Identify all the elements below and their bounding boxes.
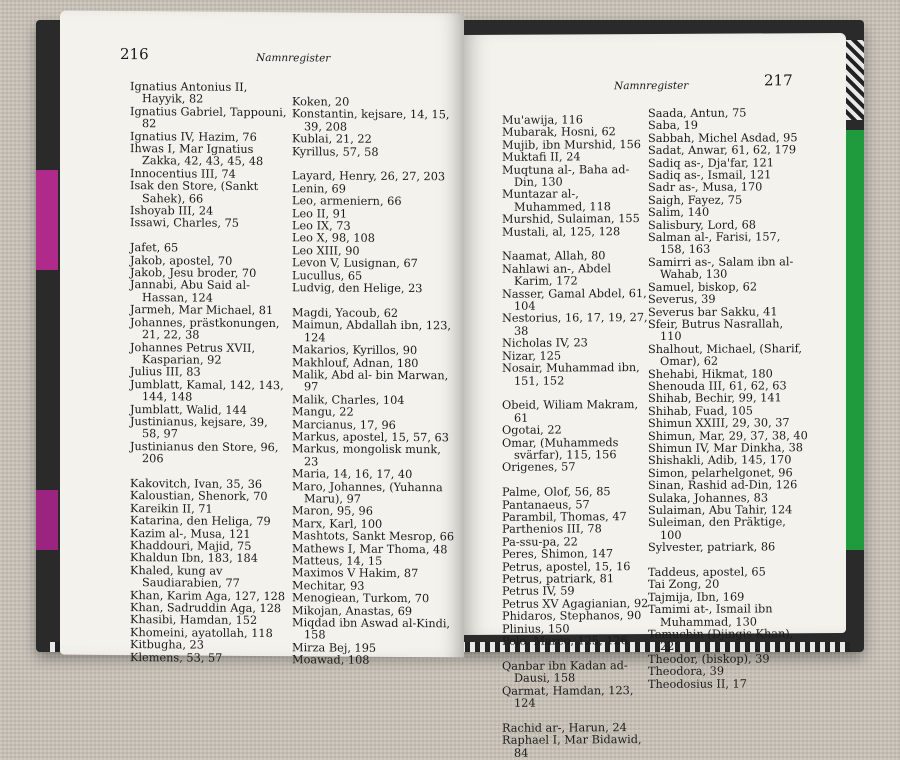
index-entry: Sulaka, Johannes, 83	[648, 491, 769, 505]
index-entry: Khaldun Ibn, 183, 184	[130, 551, 258, 566]
index-entry: Leo IX, 73	[292, 219, 351, 233]
index-entry: Theodosius II, 17	[648, 677, 747, 691]
index-entry: Rachid ar-, Harun, 24	[502, 720, 627, 735]
index-entry: Kakovitch, Ivan, 35, 36	[130, 477, 263, 491]
index-column-left-2	[292, 96, 456, 668]
index-entry: Samuel, biskop, 62	[648, 280, 758, 294]
index-entry: Parthenios III, 78	[502, 522, 602, 537]
index-entry: Polo, Marco, 125, 126	[502, 634, 628, 648]
index-entry: Mubarak, Hosni, 62	[502, 125, 616, 140]
index-entry: Jannabi, Abu Said al-Hassan, 124	[130, 278, 250, 305]
index-entry: Shehabi, Hikmat, 180	[648, 366, 773, 381]
index-entry: Ogotai, 22	[502, 423, 562, 437]
running-head-left: Namnregister	[256, 51, 331, 65]
left-page	[60, 11, 464, 668]
index-entry: Sadat, Anwar, 61, 62, 179	[648, 143, 797, 158]
index-entry: Maximos V Hakim, 87	[292, 566, 419, 581]
index-entry: Klemens, 53, 57	[130, 650, 223, 665]
index-entry: Ihwas I, Mar Ignatius Zakka, 42, 43, 45, 48	[130, 142, 264, 169]
index-entry: Shenouda III, 61, 62, 63	[648, 379, 787, 393]
index-entry: Jumblatt, Kamal, 142, 143, 144, 148	[130, 377, 284, 404]
index-entry: Nestorius, 16, 17, 19, 27, 38	[502, 311, 648, 338]
index-entry: Pantanaeus, 57	[502, 497, 590, 512]
index-entry: Petrus XV Agagianian, 92	[502, 596, 649, 611]
index-entry: Sadr as-, Musa, 170	[648, 180, 763, 195]
index-entry: Qanbar ibn Kadan ad-Dausi, 158	[502, 658, 628, 685]
index-entry: Kazim al-, Musa, 121	[130, 526, 251, 541]
index-entry: Shihab, Bechir, 99, 141	[648, 391, 782, 406]
index-entry: Jumblatt, Walid, 144	[130, 402, 247, 417]
index-entry: Saigh, Fayez, 75	[648, 193, 743, 207]
index-entry: Taddeus, apostel, 65	[648, 565, 766, 580]
index-entry: Maron, 95, 96	[292, 504, 373, 519]
index-entry: Kitbugha, 23	[130, 638, 204, 652]
index-entry: Moawad, 108	[292, 653, 370, 668]
index-entry: Ignatius Antonius II, Hayyik, 82	[130, 80, 248, 106]
index-entry: Jafet, 65	[130, 241, 179, 255]
index-entry: Johannes, prästkonungen, 21, 22, 38	[130, 315, 280, 342]
index-entry: Tajmija, Ibn, 169	[648, 590, 745, 604]
index-entry: Khan, Sadruddin Aga, 128	[130, 601, 282, 616]
index-entry: Kublai, 21, 22	[292, 132, 372, 146]
index-entry: Mikojan, Anastas, 69	[292, 603, 413, 618]
index-entry: Matteus, 14, 15	[292, 554, 383, 568]
index-entry: Jakob, apostel, 70	[130, 253, 233, 268]
index-entry: Sabbah, Michel Asdad, 95	[648, 131, 798, 145]
index-entry: Shimun XXIII, 29, 30, 37	[648, 416, 790, 431]
index-entry: Magdi, Yacoub, 62	[292, 306, 399, 320]
index-entry: Suleiman, den Präktige, 100	[648, 515, 786, 542]
page-number-left: 216	[120, 45, 149, 64]
index-entry: Naamat, Allah, 80	[502, 249, 606, 264]
index-entry: Kaloustian, Shenork, 70	[130, 489, 268, 504]
index-entry: Malik, Abd al- bin Marwan, 97	[292, 368, 449, 394]
index-entry: Leo X, 98, 108	[292, 231, 375, 246]
index-entry: Shihab, Fuad, 105	[648, 404, 753, 418]
cover-stripe-green	[846, 130, 864, 550]
index-entry: Parambil, Thomas, 47	[502, 510, 627, 524]
index-entry: Phidaros, Stephanos, 90	[502, 609, 642, 624]
index-entry: Qarmat, Hamdan, 123, 124	[502, 683, 634, 710]
index-entry: Raphael I, Mar Bidawid, 84	[502, 733, 642, 760]
index-entry: Muktafi II, 24	[502, 150, 581, 165]
index-entry: Maria, 14, 16, 17, 40	[292, 467, 413, 482]
index-entry: Severus, 39	[648, 292, 716, 307]
index-entry: Muntazar al-, Muhammed, 118	[502, 187, 611, 214]
index-entry: Nicholas IV, 23	[502, 336, 588, 351]
index-entry: Marx, Karl, 100	[292, 516, 383, 531]
index-entry: Petrus, patriark, 81	[502, 572, 615, 586]
index-entry: Mirza Bej, 195	[292, 641, 377, 655]
index-entry: Issawi, Charles, 75	[130, 216, 239, 231]
index-entry: Justinianus, kejsare, 39, 58, 97	[130, 415, 268, 441]
index-entry: Leo, armeniern, 66	[292, 194, 402, 209]
running-head-right: Namnregister	[614, 79, 689, 93]
index-entry: Kareikin II, 71	[130, 501, 213, 516]
index-entry: Murshid, Sulaiman, 155	[502, 212, 640, 227]
index-entry: Maimun, Abdallah ibn, 123, 124	[292, 318, 452, 345]
index-entry: Muqtuna al-, Baha ad-Din, 130	[502, 162, 630, 189]
index-entry: Petrus IV, 59	[502, 584, 575, 599]
index-entry: Tai Zong, 20	[648, 578, 720, 592]
index-entry: Theodora, 39	[648, 664, 725, 679]
index-entry: Shimun, Mar, 29, 37, 38, 40	[648, 428, 808, 443]
index-entry: Jarmeh, Mar Michael, 81	[130, 303, 274, 318]
index-entry: Mustali, al, 125, 128	[502, 224, 621, 239]
index-entry: Sulaiman, Abu Tahir, 124	[648, 503, 793, 518]
index-entry: Julius III, 83	[130, 365, 201, 379]
index-entry: Malik, Charles, 104	[292, 392, 405, 407]
index-entry: Sadiq as-, Dja'far, 121	[648, 156, 774, 170]
index-entry: Leo II, 91	[292, 206, 348, 221]
page-number-right: 217	[764, 71, 793, 90]
cover-checker-right	[846, 40, 864, 120]
index-entry: Theodor, (biskop), 39	[648, 652, 770, 666]
index-entry: Nosair, Muhammad ibn, 151, 152	[502, 361, 640, 388]
index-entry: Konstantin, kejsare, 14, 15, 39, 208	[292, 107, 450, 134]
index-entry: Makhlouf, Adnan, 180	[292, 355, 419, 370]
index-entry: Nahlawi an-, Abdel Karim, 172	[502, 262, 612, 289]
index-entry: Mangu, 22	[292, 405, 354, 419]
index-entry: Saada, Antun, 75	[648, 106, 747, 121]
index-entry: Maro, Johannes, (Yuhanna Maru), 97	[292, 479, 443, 506]
index-entry: Jakob, Jesu broder, 70	[130, 266, 257, 281]
index-entry: Khaddouri, Majid, 75	[130, 539, 252, 553]
index-entry: Katarina, den Heliga, 79	[130, 514, 271, 529]
index-entry: Sfeir, Butrus Nasrallah, 110	[648, 317, 784, 344]
index-entry: Markus, mongolisk munk, 23	[292, 442, 441, 469]
index-entry: Peres, Shimon, 147	[502, 547, 614, 561]
index-entry: Nasser, Gamal Abdel, 61, 104	[502, 286, 647, 313]
index-entry: Saba, 19	[648, 119, 698, 133]
index-entry: Salman al-, Farisi, 157, 158, 163	[648, 230, 781, 257]
index-entry: Miqdad ibn Aswad al-Kindi, 158	[292, 616, 451, 642]
index-entry: Khasibi, Hamdan, 152	[130, 613, 258, 628]
index-entry: Justinianus den Store, 96, 206	[130, 439, 279, 466]
index-entry: Khan, Karim Aga, 127, 128	[130, 588, 286, 603]
index-entry: Shalhout, Michael, (Sharif, Omar), 62	[648, 341, 802, 369]
index-entry: Makarios, Kyrillos, 90	[292, 343, 418, 358]
index-entry: Menogiean, Turkom, 70	[292, 591, 430, 606]
index-entry: Leo XIII, 90	[292, 244, 360, 258]
index-entry: Shimun IV, Mar Dinkha, 38	[648, 441, 803, 456]
index-entry: Nizar, 125	[502, 349, 562, 363]
index-column-left-1	[130, 81, 288, 665]
index-entry: Markus, apostel, 15, 57, 63	[292, 430, 449, 445]
index-entry: Origenes, 57	[502, 460, 576, 475]
index-entry: Shishakli, Adib, 145, 170	[648, 453, 792, 468]
index-entry: Plinius, 150	[502, 622, 570, 636]
index-entry: Kyrillus, 57, 58	[292, 144, 379, 159]
index-entry: Salisbury, Lord, 68	[648, 218, 756, 232]
index-entry: Obeid, Wiliam Makram, 61	[502, 398, 639, 425]
right-page	[464, 33, 846, 760]
cover-stripe-magenta	[36, 170, 58, 270]
index-entry: Innocentius III, 74	[130, 166, 236, 181]
index-entry: Petrus, apostel, 15, 16	[502, 559, 631, 574]
index-entry: Sinan, Rashid ad-Din, 126	[648, 478, 798, 493]
index-entry: Pa-ssu-pa, 22	[502, 535, 578, 549]
index-column-right-2	[648, 107, 808, 691]
index-entry: Mathews I, Mar Thoma, 48	[292, 541, 448, 556]
index-entry: Ludvig, den Helige, 23	[292, 281, 423, 296]
index-entry: Isak den Store, (Sankt Sahek), 66	[130, 179, 259, 206]
index-entry: Simon, pelarhelgonet, 96	[648, 466, 793, 480]
index-entry: Mujib, ibn Murshid, 156	[502, 137, 641, 152]
index-entry: Sylvester, patriark, 86	[648, 540, 776, 555]
index-column-right-1	[502, 114, 652, 760]
index-entry: Salim, 140	[648, 205, 710, 220]
index-entry: Tamimi at-, Ismail ibn Muhammad, 130	[648, 602, 773, 629]
index-entry: Marcianus, 17, 96	[292, 417, 396, 432]
index-entry: Koken, 20	[292, 95, 350, 109]
index-entry: Lenin, 69	[292, 182, 346, 196]
index-entry: Mechitar, 93	[292, 579, 365, 593]
index-entry: Ignatius Gabriel, Tappouni, 82	[130, 104, 287, 131]
index-entry: Palme, Olof, 56, 85	[502, 485, 611, 499]
index-entry: Samirri as-, Salam ibn al-Wahab, 130	[648, 255, 794, 282]
index-entry: Temuchin (Djingis Khan), 22	[648, 627, 794, 654]
index-entry: Johannes Petrus XVII, Kasparian, 92	[130, 340, 256, 367]
index-entry: Mu'awija, 116	[502, 113, 583, 127]
cover-stripe-magenta-lower	[36, 490, 58, 550]
index-entry: Layard, Henry, 26, 27, 203	[292, 169, 446, 184]
index-entry: Mashtots, Sankt Mesrop, 66	[292, 529, 455, 544]
index-entry: Levon V, Lusignan, 67	[292, 256, 418, 271]
index-entry: Omar, (Muhammeds svärfar), 115, 156	[502, 435, 619, 462]
index-entry: Sadiq as-, Ismail, 121	[648, 168, 772, 183]
index-entry: Khaled, kung av Saudiarabien, 77	[130, 563, 240, 591]
index-entry: Lucullus, 65	[292, 268, 363, 283]
index-entry: Ignatius IV, Hazim, 76	[130, 129, 257, 144]
index-entry: Ishoyab III, 24	[130, 204, 214, 218]
index-entry: Khomeini, ayatollah, 118	[130, 625, 273, 640]
index-entry: Severus bar Sakku, 41	[648, 304, 778, 319]
